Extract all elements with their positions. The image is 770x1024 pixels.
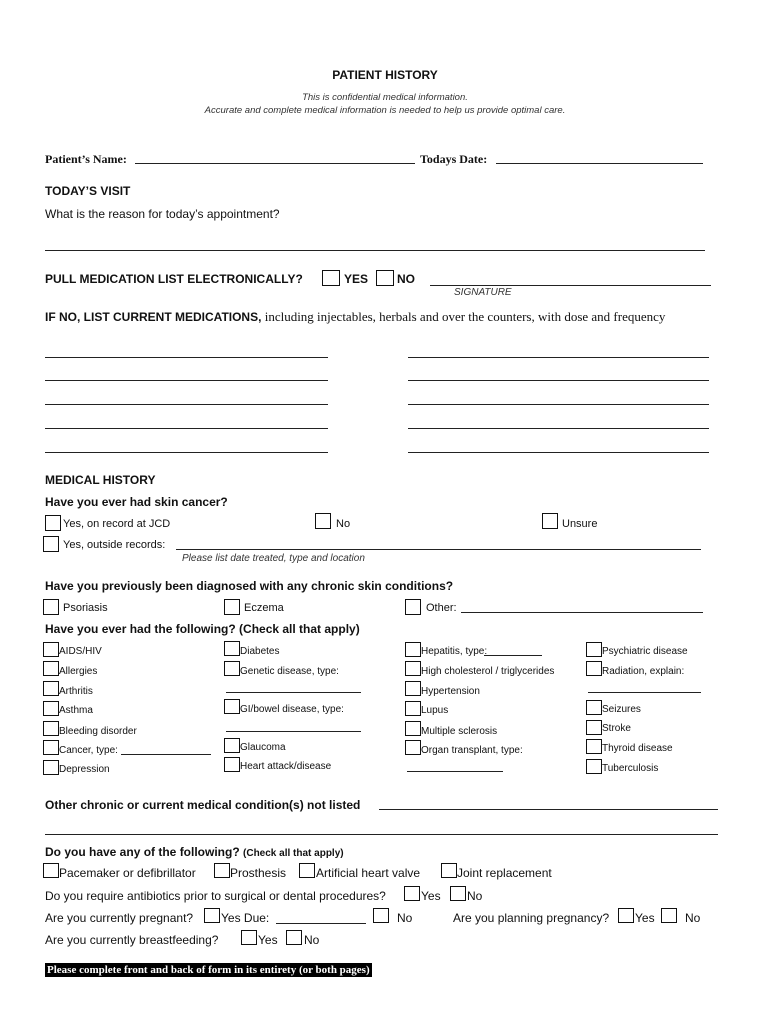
- pull-yes-label: YES: [344, 272, 369, 286]
- multiple-sclerosis-label: Multiple sclerosis: [421, 726, 498, 737]
- heart-valve-checkbox[interactable]: [299, 863, 315, 878]
- radiation-label: Radiation, explain:: [602, 666, 685, 677]
- multiple-sclerosis-checkbox[interactable]: [405, 721, 421, 736]
- medication-line[interactable]: [408, 380, 709, 381]
- pregnant-yes-due-label: Yes Due:: [221, 911, 270, 925]
- stroke-label: Stroke: [602, 723, 631, 734]
- antibiotics-no-label: No: [467, 889, 483, 903]
- organ-transplant-checkbox[interactable]: [405, 740, 421, 755]
- thyroid-disease-checkbox[interactable]: [586, 739, 602, 754]
- eczema-label: Eczema: [244, 602, 284, 614]
- medication-line[interactable]: [45, 404, 328, 405]
- signature-caption: SIGNATURE: [454, 287, 512, 298]
- skin-cancer-jcd-checkbox[interactable]: [45, 515, 61, 531]
- asthma-label: Asthma: [59, 705, 93, 716]
- cancer-label: Cancer, type:: [59, 745, 118, 756]
- psychiatric-disease-label: Psychiatric disease: [602, 646, 688, 657]
- complete-form-banner: Please complete front and back of form in its entirety (or both pages): [47, 964, 370, 976]
- chronic-skin-question: Have you previously been diagnosed with any chronic skin conditions?: [45, 579, 454, 593]
- high-cholesterol-label: High cholesterol / triglycerides: [421, 666, 555, 677]
- psoriasis-label: Psoriasis: [63, 602, 108, 614]
- other-skin-field[interactable]: [461, 612, 703, 613]
- glaucoma-checkbox[interactable]: [224, 738, 240, 753]
- pull-no-checkbox[interactable]: [376, 270, 394, 286]
- medication-line[interactable]: [45, 357, 328, 358]
- medication-line[interactable]: [45, 452, 328, 453]
- antibiotics-no-checkbox[interactable]: [450, 886, 466, 901]
- page-title: PATIENT HISTORY: [332, 68, 438, 82]
- reason-field[interactable]: [45, 250, 705, 251]
- depression-label: Depression: [59, 764, 110, 775]
- planning-pregnancy-question: Are you planning pregnancy?: [453, 911, 610, 925]
- antibiotics-yes-label: Yes: [421, 889, 441, 903]
- diabetes-label: Diabetes: [240, 646, 280, 657]
- patient-name-label: Patient’s Name:: [45, 152, 127, 166]
- medications-heading-rest: including injectables, herbals and over the counters, with dose and frequency: [261, 309, 666, 324]
- medication-line[interactable]: [408, 428, 709, 429]
- medication-line[interactable]: [45, 428, 328, 429]
- stroke-checkbox[interactable]: [586, 720, 602, 735]
- skin-cancer-outside-checkbox[interactable]: [43, 536, 59, 552]
- medical-history-heading: MEDICAL HISTORY: [45, 473, 156, 487]
- hypertension-checkbox[interactable]: [405, 681, 421, 696]
- other-conditions-label: Other chronic or current medical condition(s) not listed: [45, 798, 361, 812]
- gi-bowel-type-field[interactable]: [226, 731, 361, 732]
- joint-replacement-label: Joint replacement: [457, 866, 552, 880]
- asthma-checkbox[interactable]: [43, 701, 59, 716]
- planning-no-checkbox[interactable]: [661, 908, 677, 923]
- allergies-label: Allergies: [59, 666, 98, 677]
- signature-field[interactable]: [430, 285, 711, 286]
- arthritis-label: Arthritis: [59, 686, 93, 697]
- skin-cancer-unsure-checkbox[interactable]: [542, 513, 558, 529]
- outside-records-field[interactable]: [176, 549, 701, 550]
- heart-disease-checkbox[interactable]: [224, 757, 240, 772]
- antibiotics-question: Do you require antibiotics prior to surgical or dental procedures?: [45, 889, 386, 903]
- tuberculosis-checkbox[interactable]: [586, 759, 602, 774]
- hepatitis-type-field[interactable]: [484, 655, 542, 656]
- lupus-label: Lupus: [421, 705, 449, 716]
- psoriasis-checkbox[interactable]: [43, 599, 59, 615]
- genetic-disease-label: Genetic disease, type:: [240, 666, 339, 677]
- planning-yes-label: Yes: [635, 911, 655, 925]
- pregnant-no-label: No: [397, 911, 413, 925]
- confidential-note: This is confidential medical information.: [302, 92, 468, 103]
- medication-line[interactable]: [408, 357, 709, 358]
- pregnant-question: Are you currently pregnant?: [45, 911, 194, 925]
- skin-cancer-no-label: No: [336, 518, 351, 530]
- skin-cancer-question: Have you ever had skin cancer?: [45, 495, 228, 509]
- skin-cancer-outside-label: Yes, outside records:: [63, 539, 166, 551]
- skin-cancer-unsure-label: Unsure: [562, 518, 598, 530]
- medication-line[interactable]: [408, 404, 709, 405]
- organ-transplant-label: Organ transplant, type:: [421, 745, 523, 756]
- medication-line[interactable]: [408, 452, 709, 453]
- pull-yes-checkbox[interactable]: [322, 270, 340, 286]
- antibiotics-yes-checkbox[interactable]: [404, 886, 420, 901]
- breastfeeding-no-checkbox[interactable]: [286, 930, 302, 945]
- conditions-question: Have you ever had the following? (Check all that apply): [45, 622, 360, 636]
- breastfeeding-question: Are you currently breastfeeding?: [45, 933, 219, 947]
- other-conditions-field-2[interactable]: [45, 834, 718, 835]
- prosthesis-checkbox[interactable]: [214, 863, 230, 878]
- pacemaker-checkbox[interactable]: [43, 863, 59, 878]
- pregnant-no-checkbox[interactable]: [373, 908, 389, 923]
- skin-cancer-jcd-label: Yes, on record at JCD: [63, 518, 171, 530]
- pacemaker-label: Pacemaker or defibrillator: [59, 866, 196, 880]
- seizures-label: Seizures: [602, 704, 641, 715]
- planning-no-label: No: [685, 911, 701, 925]
- todays-date-label: Todays Date:: [420, 152, 488, 166]
- gi-bowel-checkbox[interactable]: [224, 699, 240, 714]
- breastfeeding-no-label: No: [304, 933, 320, 947]
- radiation-checkbox[interactable]: [586, 661, 602, 676]
- diabetes-checkbox[interactable]: [224, 641, 240, 656]
- accuracy-note: Accurate and complete medical information is needed to help us provide optimal care.: [204, 105, 566, 116]
- cancer-type-field[interactable]: [121, 754, 211, 755]
- devices-question-hint: (Check all that apply): [243, 848, 344, 859]
- skin-cancer-no-checkbox[interactable]: [315, 513, 331, 529]
- hepatitis-checkbox[interactable]: [405, 642, 421, 657]
- radiation-explain-field[interactable]: [588, 692, 701, 693]
- heart-disease-label: Heart attack/disease: [240, 761, 332, 772]
- reason-question: What is the reason for today’s appointment?: [45, 207, 280, 221]
- arthritis-checkbox[interactable]: [43, 681, 59, 696]
- thyroid-disease-label: Thyroid disease: [602, 743, 673, 754]
- due-date-field[interactable]: [276, 923, 366, 924]
- allergies-checkbox[interactable]: [43, 661, 59, 676]
- gi-bowel-label: GI/bowel disease, type:: [240, 704, 344, 715]
- psychiatric-disease-checkbox[interactable]: [586, 642, 602, 657]
- glaucoma-label: Glaucoma: [240, 742, 286, 753]
- bleeding-disorder-checkbox[interactable]: [43, 721, 59, 736]
- medications-heading-bold: IF NO, LIST CURRENT MEDICATIONS,: [45, 310, 262, 324]
- patient-name-field[interactable]: [135, 163, 415, 164]
- todays-visit-heading: TODAY’S VISIT: [45, 184, 131, 198]
- medication-line[interactable]: [45, 380, 328, 381]
- aids-hiv-checkbox[interactable]: [43, 642, 59, 657]
- other-skin-checkbox[interactable]: [405, 599, 421, 615]
- breastfeeding-yes-label: Yes: [258, 933, 278, 947]
- outside-records-note: Please list date treated, type and location: [182, 553, 365, 564]
- depression-checkbox[interactable]: [43, 760, 59, 775]
- todays-date-field[interactable]: [496, 163, 703, 164]
- planning-yes-checkbox[interactable]: [618, 908, 634, 923]
- devices-question-text: Do you have any of the following?: [45, 845, 240, 859]
- hypertension-label: Hypertension: [421, 686, 480, 697]
- prosthesis-label: Prosthesis: [230, 866, 287, 880]
- pull-medication-label: PULL MEDICATION LIST ELECTRONICALLY?: [45, 272, 303, 286]
- devices-question: [45, 845, 344, 859]
- cancer-checkbox[interactable]: [43, 740, 59, 755]
- other-conditions-field[interactable]: [379, 809, 718, 810]
- seizures-checkbox[interactable]: [586, 700, 602, 715]
- breastfeeding-yes-checkbox[interactable]: [241, 930, 257, 945]
- hepatitis-label: Hepatitis, type:: [421, 646, 488, 657]
- pull-no-label: NO: [397, 272, 415, 286]
- pregnant-yes-checkbox[interactable]: [204, 908, 220, 923]
- heart-valve-label: Artificial heart valve: [316, 866, 421, 880]
- joint-replacement-checkbox[interactable]: [441, 863, 457, 878]
- tuberculosis-label: Tuberculosis: [602, 763, 659, 774]
- genetic-disease-type-field[interactable]: [226, 692, 361, 693]
- aids-hiv-label: AIDS/HIV: [59, 646, 102, 657]
- genetic-disease-checkbox[interactable]: [224, 661, 240, 676]
- lupus-checkbox[interactable]: [405, 701, 421, 716]
- eczema-checkbox[interactable]: [224, 599, 240, 615]
- bleeding-disorder-label: Bleeding disorder: [59, 726, 137, 737]
- high-cholesterol-checkbox[interactable]: [405, 661, 421, 676]
- medications-heading: [45, 309, 665, 325]
- organ-transplant-type-field[interactable]: [407, 771, 503, 772]
- other-skin-label: Other:: [426, 602, 457, 614]
